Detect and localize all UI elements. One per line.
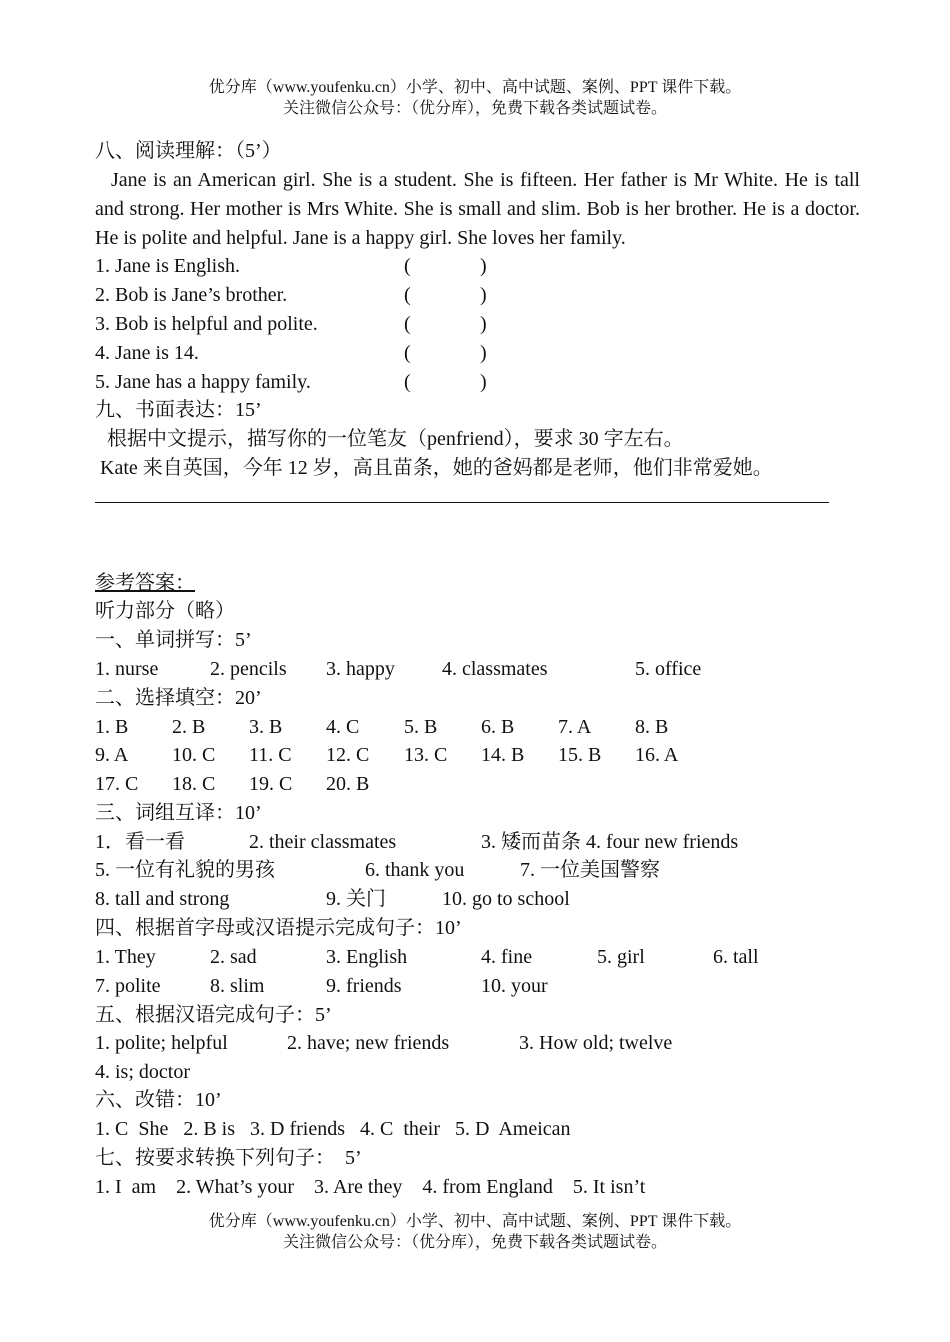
answers-title: 参考答案： xyxy=(95,572,195,594)
answer-paren-open: ( xyxy=(404,255,411,277)
answer-item: 18. C xyxy=(172,773,216,795)
answer-item: 9. 关门 xyxy=(326,888,386,910)
page-footer-line-1: 优分库（www.youfenku.cn）小学、初中、高中试题、案例、PPT 课件下载。 xyxy=(208,1213,742,1230)
answer-item: 12. C xyxy=(326,744,370,766)
section3-title: 三、词组互译：10’ xyxy=(95,802,262,824)
answer-item: 13. C xyxy=(404,744,448,766)
answer-item: 3. B xyxy=(249,716,283,738)
answer-item: 7. polite xyxy=(95,975,161,997)
section4-title: 四、根据首字母或汉语提示完成句子：10’ xyxy=(95,917,462,939)
answer-item: 1. B xyxy=(95,716,129,738)
answer-paren-open: ( xyxy=(404,342,411,364)
answer-paren-close: ) xyxy=(480,342,487,364)
answer-item: 9. A xyxy=(95,744,129,766)
answer-item: 10. go to school xyxy=(442,888,570,910)
answer-item: 4. fine xyxy=(481,946,533,968)
section7-title: 七、按要求转换下列句子： 5’ xyxy=(95,1147,362,1169)
section6-answers: 1. C She 2. B is 3. D friends 4. C their 5. D Ameican xyxy=(95,1118,571,1140)
answer-item: 5. office xyxy=(635,658,702,680)
answer-item: 1. nurse xyxy=(95,658,159,680)
section2-title: 二、选择填空：20’ xyxy=(95,687,262,709)
section7-answers: 1. I am 2. What’s your 3. Are they 4. from England 5. It isn’t xyxy=(95,1176,646,1198)
answer-item: 20. B xyxy=(326,773,370,795)
writing-instruction: 根据中文提示，描写你的一位笔友（penfriend），要求 30 字左右。 xyxy=(107,428,684,450)
answer-item: 3. happy xyxy=(326,658,395,680)
answer-paren-open: ( xyxy=(404,371,411,393)
answer-paren-close: ) xyxy=(480,255,487,277)
answer-item: 2. sad xyxy=(210,946,257,968)
answer-item: 5. 一位有礼貌的男孩 xyxy=(95,859,275,881)
answer-item: 6. tall xyxy=(713,946,759,968)
answer-item: 7. A xyxy=(558,716,592,738)
reading-question: 5. Jane has a happy family. xyxy=(95,371,311,393)
section6-title: 六、改错：10’ xyxy=(95,1089,222,1111)
reading-question: 3. Bob is helpful and polite. xyxy=(95,313,318,335)
answer-item: 1．看一看 xyxy=(95,831,185,853)
answer-item: 15. B xyxy=(558,744,602,766)
listening-note: 听力部分（略） xyxy=(95,600,235,622)
answer-item: 4. C xyxy=(326,716,360,738)
reading-question: 2. Bob is Jane’s brother. xyxy=(95,284,288,306)
answer-item: 4. classmates xyxy=(442,658,548,680)
answer-item: 11. C xyxy=(249,744,292,766)
reading-question: 4. Jane is 14. xyxy=(95,342,199,364)
answer-paren-close: ) xyxy=(480,284,487,306)
answer-item: 9. friends xyxy=(326,975,402,997)
writing-answer-line[interactable] xyxy=(95,502,829,503)
reading-passage: Jane is an American girl. She is a student. She is fifteen. Her father is Mr White. He is tall and strong. Her mother is Mrs White. She is small and slim. Bob is her brother. He is a doctor. He is polite and helpful. Jane is a happy girl. She loves her family. xyxy=(95,169,860,249)
answer-item: 16. A xyxy=(635,744,679,766)
answer-item: 8. slim xyxy=(210,975,265,997)
answer-item: 2. pencils xyxy=(210,658,287,680)
answer-item: 3. 矮而苗条 4. four new friends xyxy=(481,831,739,853)
page-header-line-1: 优分库（www.youfenku.cn）小学、初中、高中试题、案例、PPT 课件下载。 xyxy=(208,79,742,96)
answer-item: 14. B xyxy=(481,744,525,766)
answer-paren-close: ) xyxy=(480,371,487,393)
writing-title: 九、书面表达：15’ xyxy=(95,399,262,421)
answer-item: 10. C xyxy=(172,744,216,766)
writing-prompt: Kate 来自英国，今年 12 岁，高且苗条，她的爸妈都是老师，他们非常爱她。 xyxy=(100,457,773,479)
answer-item: 5. B xyxy=(404,716,438,738)
answer-item: 8. B xyxy=(635,716,669,738)
section1-title: 一、单词拼写：5’ xyxy=(95,629,252,651)
answer-item: 1. polite; helpful xyxy=(95,1032,228,1054)
reading-title: 八、阅读理解：（5’） xyxy=(95,140,282,162)
answer-item: 2. their classmates xyxy=(249,831,397,853)
answer-item: 3. How old; twelve xyxy=(519,1032,673,1054)
page-header-line-2: 关注微信公众号：（优分库），免费下载各类试题试卷。 xyxy=(282,100,667,117)
answer-item: 8. tall and strong xyxy=(95,888,230,910)
answer-paren-open: ( xyxy=(404,284,411,306)
page-footer-line-2: 关注微信公众号：（优分库），免费下载各类试题试卷。 xyxy=(282,1234,667,1251)
answer-item: 6. B xyxy=(481,716,515,738)
answer-item: 6. thank you xyxy=(365,859,465,881)
section5-title: 五、根据汉语完成句子：5’ xyxy=(95,1004,332,1026)
answer-item: 17. C xyxy=(95,773,139,795)
answer-item: 2. have; new friends xyxy=(287,1032,450,1054)
reading-question: 1. Jane is English. xyxy=(95,255,240,277)
answer-item: 7. 一位美国警察 xyxy=(520,859,660,881)
answer-item: 10. your xyxy=(481,975,548,997)
answer-item: 5. girl xyxy=(597,946,645,968)
answer-item: 19. C xyxy=(249,773,293,795)
answer-paren-close: ) xyxy=(480,313,487,335)
answer-item: 1. They xyxy=(95,946,156,968)
answer-item: 3. English xyxy=(326,946,408,968)
answer-item: 2. B xyxy=(172,716,206,738)
answer-item: 4. is; doctor xyxy=(95,1061,190,1083)
answer-paren-open: ( xyxy=(404,313,411,335)
